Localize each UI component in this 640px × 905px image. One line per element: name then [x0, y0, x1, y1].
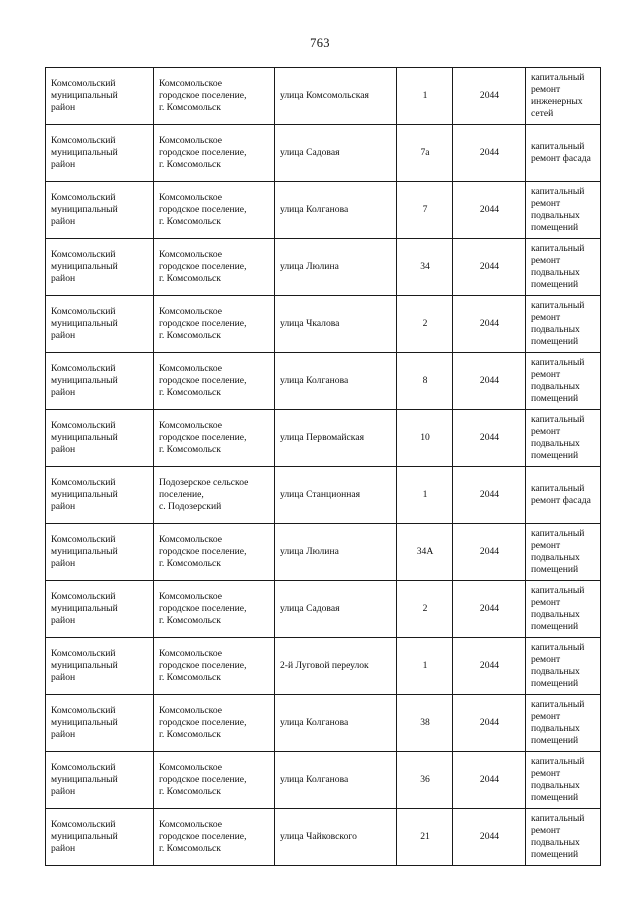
- work-type-cell: капитальный ремонт подвальных помещений: [526, 410, 601, 467]
- district-cell: Комсомольский муниципальный район: [46, 353, 154, 410]
- settlement-cell: Комсомольское городское поселение, г. Комсомольск: [154, 695, 275, 752]
- street-cell: улица Чайковского: [275, 809, 397, 866]
- house-number-cell: 7а: [397, 125, 453, 182]
- year-cell: 2044: [453, 638, 526, 695]
- year-cell: 2044: [453, 752, 526, 809]
- street-cell: улица Колганова: [275, 353, 397, 410]
- page-number: 763: [310, 36, 330, 50]
- house-number-cell: 1: [397, 68, 453, 125]
- district-cell: Комсомольский муниципальный район: [46, 68, 154, 125]
- street-cell: улица Люлина: [275, 524, 397, 581]
- table-row: [46, 581, 601, 638]
- district-cell: Комсомольский муниципальный район: [46, 296, 154, 353]
- street-cell: улица Колганова: [275, 752, 397, 809]
- district-cell: Комсомольский муниципальный район: [46, 125, 154, 182]
- work-type-cell: капитальный ремонт фасада: [526, 467, 601, 524]
- year-cell: 2044: [453, 581, 526, 638]
- work-type-cell: капитальный ремонт фасада: [526, 125, 601, 182]
- district-cell: Комсомольский муниципальный район: [46, 809, 154, 866]
- district-cell: Комсомольский муниципальный район: [46, 752, 154, 809]
- table-row: [46, 695, 601, 752]
- house-number-cell: 21: [397, 809, 453, 866]
- settlement-cell: Комсомольское городское поселение, г. Комсомольск: [154, 581, 275, 638]
- year-cell: 2044: [453, 125, 526, 182]
- table-row: [46, 296, 601, 353]
- table-row: [46, 410, 601, 467]
- house-number-cell: 2: [397, 296, 453, 353]
- district-cell: Комсомольский муниципальный район: [46, 638, 154, 695]
- year-cell: 2044: [453, 182, 526, 239]
- table-row: [46, 467, 601, 524]
- district-cell: Комсомольский муниципальный район: [46, 182, 154, 239]
- street-cell: улица Садовая: [275, 125, 397, 182]
- work-type-cell: капитальный ремонт подвальных помещений: [526, 638, 601, 695]
- work-type-cell: капитальный ремонт подвальных помещений: [526, 581, 601, 638]
- district-cell: Комсомольский муниципальный район: [46, 581, 154, 638]
- work-type-cell: капитальный ремонт подвальных помещений: [526, 524, 601, 581]
- settlement-cell: Комсомольское городское поселение, г. Комсомольск: [154, 410, 275, 467]
- work-type-cell: капитальный ремонт подвальных помещений: [526, 353, 601, 410]
- street-cell: 2-й Луговой переулок: [275, 638, 397, 695]
- year-cell: 2044: [453, 353, 526, 410]
- year-cell: 2044: [453, 524, 526, 581]
- year-cell: 2044: [453, 410, 526, 467]
- table-row: [46, 182, 601, 239]
- work-type-cell: капитальный ремонт подвальных помещений: [526, 182, 601, 239]
- house-number-cell: 1: [397, 638, 453, 695]
- street-cell: улица Комсомольская: [275, 68, 397, 125]
- table-row: [46, 239, 601, 296]
- settlement-cell: Комсомольское городское поселение, г. Комсомольск: [154, 752, 275, 809]
- settlement-cell: Комсомольское городское поселение, г. Комсомольск: [154, 296, 275, 353]
- street-cell: улица Первомайская: [275, 410, 397, 467]
- capital-repair-table: [45, 67, 601, 866]
- table-row: [46, 524, 601, 581]
- work-type-cell: капитальный ремонт подвальных помещений: [526, 695, 601, 752]
- table-row: [46, 125, 601, 182]
- year-cell: 2044: [453, 695, 526, 752]
- district-cell: Комсомольский муниципальный район: [46, 695, 154, 752]
- table-row: [46, 68, 601, 125]
- work-type-cell: капитальный ремонт инженерных сетей: [526, 68, 601, 125]
- year-cell: 2044: [453, 68, 526, 125]
- table-row: [46, 752, 601, 809]
- settlement-cell: Комсомольское городское поселение, г. Комсомольск: [154, 353, 275, 410]
- work-type-cell: капитальный ремонт подвальных помещений: [526, 296, 601, 353]
- street-cell: улица Садовая: [275, 581, 397, 638]
- table-body: [46, 68, 601, 866]
- district-cell: Комсомольский муниципальный район: [46, 410, 154, 467]
- settlement-cell: Комсомольское городское поселение, г. Комсомольск: [154, 809, 275, 866]
- settlement-cell: Комсомольское городское поселение, г. Комсомольск: [154, 68, 275, 125]
- settlement-cell: Комсомольское городское поселение, г. Комсомольск: [154, 239, 275, 296]
- settlement-cell: Подозерское сельское поселение, с. Подозерский: [154, 467, 275, 524]
- house-number-cell: 1: [397, 467, 453, 524]
- year-cell: 2044: [453, 809, 526, 866]
- street-cell: улица Люлина: [275, 239, 397, 296]
- district-cell: Комсомольский муниципальный район: [46, 467, 154, 524]
- district-cell: Комсомольский муниципальный район: [46, 524, 154, 581]
- house-number-cell: 38: [397, 695, 453, 752]
- house-number-cell: 10: [397, 410, 453, 467]
- table-row: [46, 809, 601, 866]
- street-cell: улица Колганова: [275, 182, 397, 239]
- settlement-cell: Комсомольское городское поселение, г. Комсомольск: [154, 638, 275, 695]
- table-row: [46, 638, 601, 695]
- settlement-cell: Комсомольское городское поселение, г. Комсомольск: [154, 182, 275, 239]
- table-row: [46, 353, 601, 410]
- street-cell: улица Чкалова: [275, 296, 397, 353]
- settlement-cell: Комсомольское городское поселение, г. Комсомольск: [154, 125, 275, 182]
- house-number-cell: 7: [397, 182, 453, 239]
- year-cell: 2044: [453, 296, 526, 353]
- year-cell: 2044: [453, 467, 526, 524]
- settlement-cell: Комсомольское городское поселение, г. Комсомольск: [154, 524, 275, 581]
- work-type-cell: капитальный ремонт подвальных помещений: [526, 809, 601, 866]
- year-cell: 2044: [453, 239, 526, 296]
- house-number-cell: 2: [397, 581, 453, 638]
- street-cell: улица Станционная: [275, 467, 397, 524]
- house-number-cell: 36: [397, 752, 453, 809]
- district-cell: Комсомольский муниципальный район: [46, 239, 154, 296]
- street-cell: улица Колганова: [275, 695, 397, 752]
- work-type-cell: капитальный ремонт подвальных помещений: [526, 239, 601, 296]
- house-number-cell: 34А: [397, 524, 453, 581]
- house-number-cell: 8: [397, 353, 453, 410]
- work-type-cell: капитальный ремонт подвальных помещений: [526, 752, 601, 809]
- house-number-cell: 34: [397, 239, 453, 296]
